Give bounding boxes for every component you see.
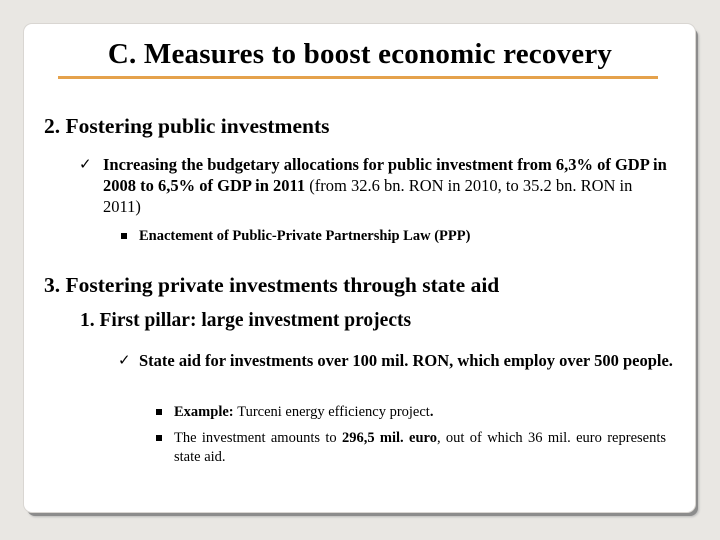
example-text: Turceni energy efficiency project bbox=[237, 404, 430, 420]
example-end: . bbox=[429, 404, 434, 420]
section-2-heading: 2. Fostering public investments bbox=[44, 114, 330, 138]
investment-line bbox=[174, 429, 666, 467]
square-bullet-icon bbox=[121, 233, 127, 239]
section-2-point-regular: (from 32.6 bn. RON in 2010, to 35.2 bn. RON in 2011) bbox=[103, 176, 633, 216]
section-2-sub-point: Enactement of Public-Private Partnership Law (PPP) bbox=[139, 228, 471, 244]
example-label: Example: bbox=[174, 404, 238, 420]
section-3-heading: 3. Fostering private investments through state aid bbox=[44, 273, 500, 297]
square-bullet-icon bbox=[156, 435, 162, 441]
section-3-pillar: 1. First pillar: large investment projects bbox=[80, 310, 412, 331]
checkmark-icon: ✓ bbox=[79, 155, 92, 173]
investment-pre: The investment amounts to bbox=[174, 430, 342, 446]
investment-amount: 296,5 mil. euro bbox=[341, 430, 437, 446]
checkmark-icon: ✓ bbox=[118, 351, 131, 369]
section-3-point: State aid for investments over 100 mil. RON, which employ over 500 people. bbox=[139, 351, 673, 370]
title-underline bbox=[58, 76, 658, 79]
square-bullet-icon bbox=[156, 409, 162, 415]
example-line bbox=[174, 403, 433, 422]
slide-title: C. Measures to boost economic recovery bbox=[107, 38, 613, 70]
section-2-point bbox=[103, 154, 673, 217]
investment-post: , out of which 36 mil. euro represents state aid. bbox=[174, 430, 667, 465]
section-2-point-bold: Increasing the budgetary allocations for public investment from 6,3% of GDP in 2008 to 6,5% of GDP in 2011 bbox=[103, 155, 667, 195]
